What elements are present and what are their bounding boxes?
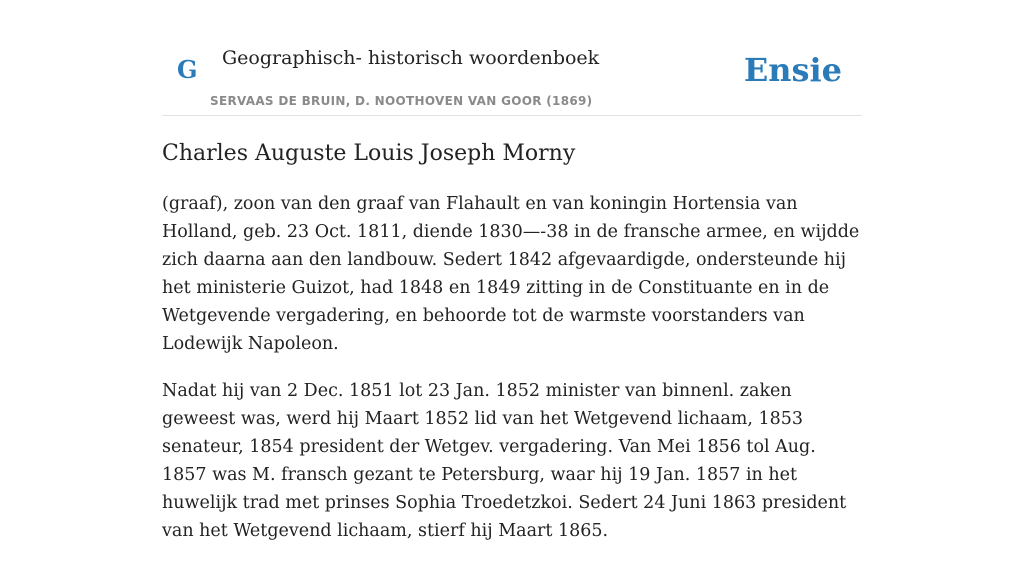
book-authors: SERVAAS DE BRUIN, D. NOOTHOVEN VAN GOOR (1869) [210, 94, 593, 108]
ensie-logo[interactable]: Ensie [743, 51, 842, 89]
book-title[interactable]: Geographisch- historisch woordenboek [222, 47, 600, 69]
entry-title: Charles Auguste Louis Joseph Morny [162, 141, 576, 166]
entry-paragraph-2: Nadat hij van 2 Dec. 1851 lot 23 Jan. 1852 minister van binnenl. zaken geweest was, werd hij Maart 1852 lid van het Wetgevend lichaam, 1853 senateur, 1854 president der Wetgev. vergadering. Van Mei 1856 tol Aug. 1857 was M. fransch gezant te Petersburg, waar hij 19 Jan. 1857 in het huwelijk trad met prinses Sophia Troedetzkoi. Sedert 24 Juni 1863 president van het Wetgevend lichaam, stierf hij Maart 1865. [162, 381, 847, 541]
header [162, 0, 862, 116]
entry-paragraph-1: (graaf), zoon van den graaf van Flahault en van koningin Hortensia van Holland, geb. 23 Oct. 1811, diende 1830—-38 in de fransche armee, en wijdde zich daarna aan den landbouw. Sedert 1842 afgevaardigde, ondersteunde hij het ministerie Guizot, had 1848 en 1849 zitting in de Constituante en in de Wetgevende vergadering, en behoorde tot de warmste voorstanders van Lodewijk Napoleon. [162, 194, 860, 354]
book-logo-icon[interactable]: G [177, 55, 198, 84]
entry-content [162, 138, 862, 564]
